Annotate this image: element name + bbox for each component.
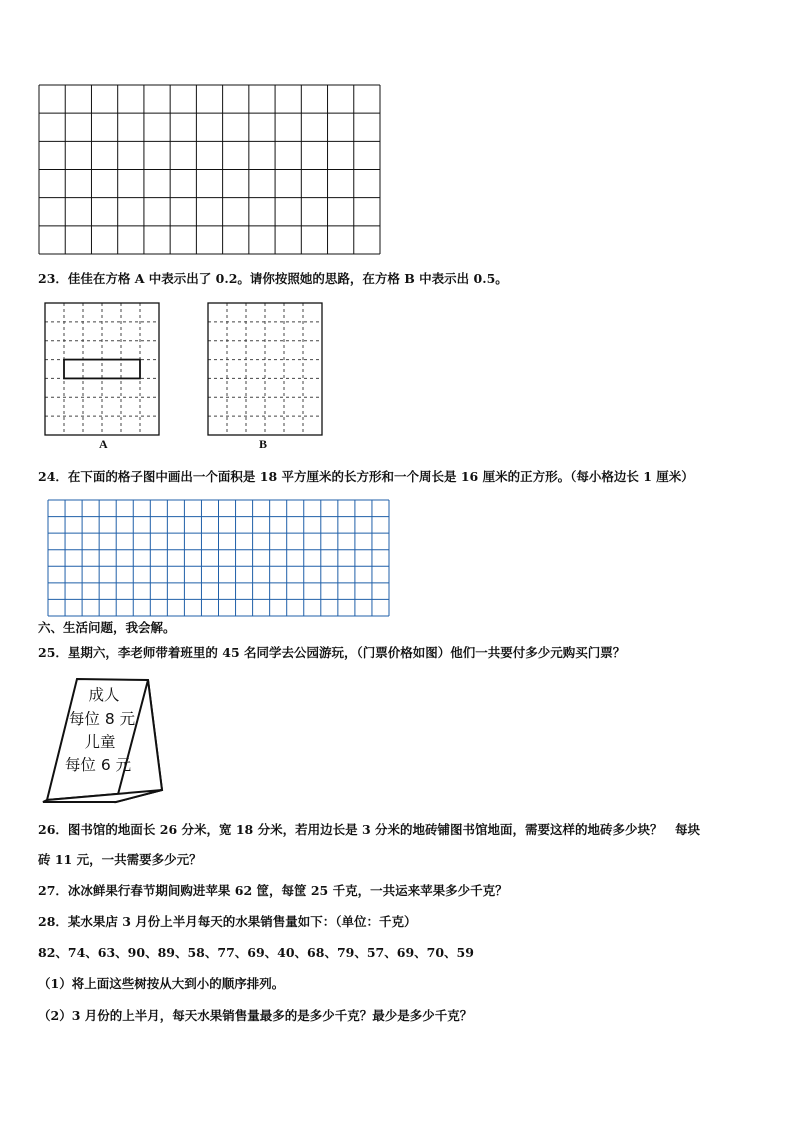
q28-sub2: （2）3 月份的上半月，每天水果销售量最多的是多少千克？最少是多少千克？: [38, 1008, 473, 1023]
q25-text: 25．星期六，李老师带着班里的 45 名同学去公园游玩，（门票价格如图）他们一共要付多少元购买门票？: [38, 645, 626, 660]
grid-a[interactable]: [44, 302, 160, 436]
q26-text-line2: 砖 11 元，一共需要多少元？: [38, 852, 202, 867]
q24-text: 24．在下面的格子图中画出一个面积是 18 平方厘米的长方形和一个周长是 16 厘米的正方形。（每小格边长 1 厘米）: [38, 469, 694, 484]
ticket-price-sign: [40, 676, 164, 804]
sign-line-child-price: 每位 6 元: [64, 756, 132, 774]
top-grid: [38, 84, 381, 255]
section6-heading: 六、生活问题，我会解。: [38, 620, 176, 635]
grid-a-label: A: [99, 437, 108, 451]
q28-text: 28．某水果店 3 月份上半月每天的水果销售量如下：（单位：千克）: [38, 914, 417, 929]
q26-text-line1: 26．图书馆的地面长 26 分米，宽 18 分米，若用边长是 3 分米的地砖铺图书馆地面，需要这样的地砖多少块？ 每块: [38, 822, 700, 837]
q27-text: 27．冰冰鲜果行春节期间购进苹果 62 筐，每筐 25 千克，一共运来苹果多少千克？: [38, 883, 508, 898]
q28-sub1: （1）将上面这些树按从大到小的顺序排列。: [38, 976, 285, 991]
grid-b-label: B: [259, 437, 268, 451]
q23-text: 23．佳佳在方格 A 中表示出了 0.2。请你按照她的思路，在方格 B 中表示出 0.5。: [38, 271, 508, 286]
sign-line-adult-price: 每位 8 元: [68, 710, 136, 728]
sign-line-adult: 成人: [88, 686, 120, 704]
sign-line-child: 儿童: [84, 733, 116, 751]
q24-grid[interactable]: [47, 499, 390, 617]
grid-b[interactable]: [207, 302, 323, 436]
q28-data: 82、74、63、90、89、58、77、69、40、68、79、57、69、70、59: [38, 945, 474, 960]
